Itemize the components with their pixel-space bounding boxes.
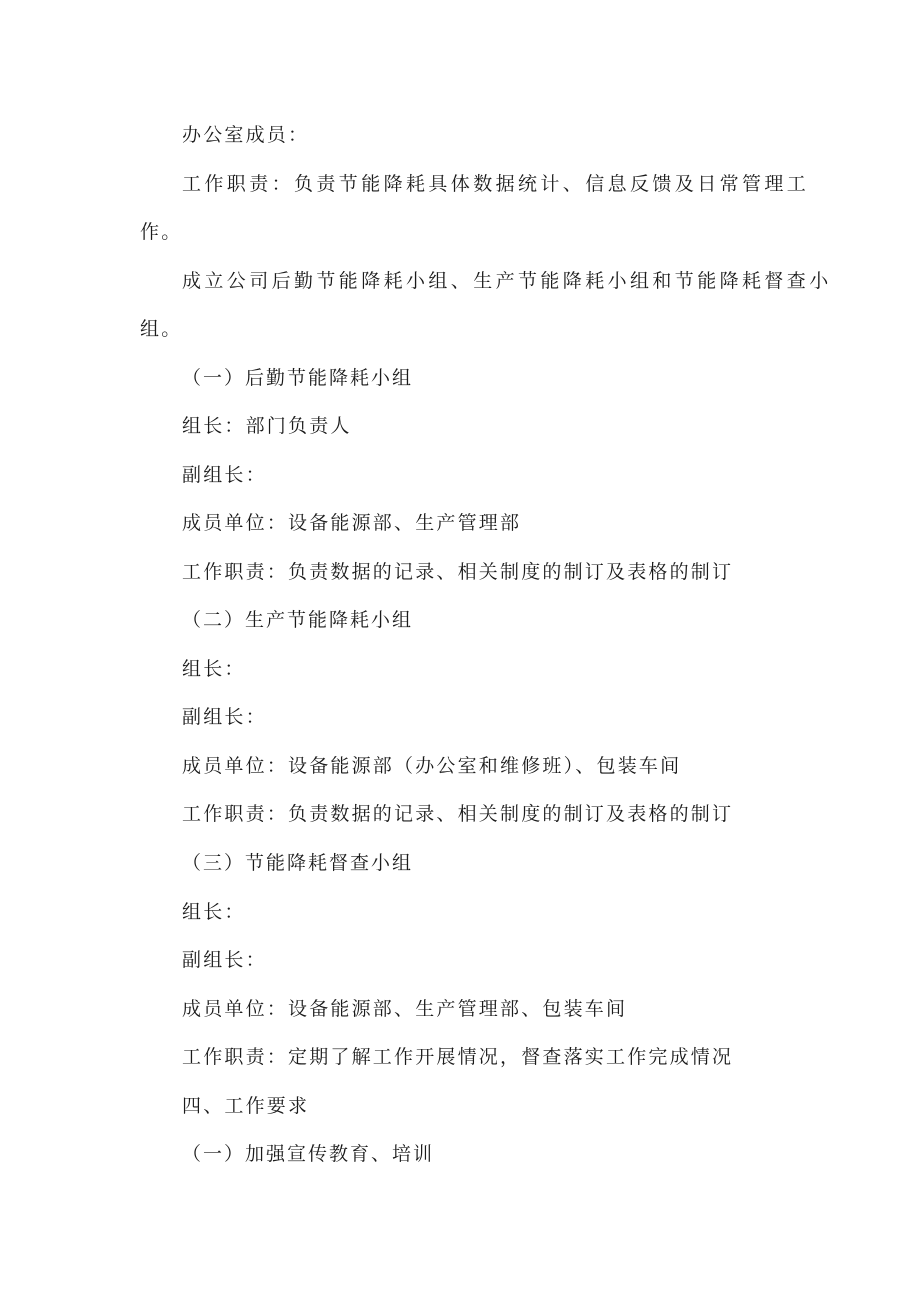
publicity-training-heading: （一）加强宣传教育、培训 [182,1143,435,1165]
section-four-heading: 四、工作要求 [182,1095,310,1117]
production-group-leader: 组长： [182,658,246,680]
inspection-group-leader: 组长： [182,901,246,923]
logistics-group-deputy: 副组长： [182,464,267,486]
inspection-group-members: 成员单位：设备能源部、生产管理部、包装车间 [182,998,628,1020]
groups-intro-continuation: 组。 [140,318,183,340]
logistics-group-leader: 组长：部门负责人 [182,415,352,437]
production-group-heading: （二）生产节能降耗小组 [182,609,414,631]
production-group-members: 成员单位：设备能源部（办公室和维修班）、包装车间 [182,755,682,777]
inspection-group-duties: 工作职责：定期了解工作开展情况，督查落实工作完成情况 [182,1046,734,1068]
logistics-group-members: 成员单位：设备能源部、生产管理部 [182,512,522,534]
office-duties-continuation: 作。 [140,221,183,243]
logistics-group-duties: 工作职责：负责数据的记录、相关制度的制订及表格的制订 [182,561,734,583]
inspection-group-deputy: 副组长： [182,949,267,971]
production-group-deputy: 副组长： [182,706,267,728]
production-group-duties: 工作职责：负责数据的记录、相关制度的制订及表格的制订 [182,803,734,825]
groups-intro-line: 成立公司后勤节能降耗小组、生产节能降耗小组和节能降耗督查小 [182,270,832,292]
logistics-group-heading: （一）后勤节能降耗小组 [182,367,414,389]
inspection-group-heading: （三）节能降耗督查小组 [182,852,414,874]
office-duties-line: 工作职责：负责节能降耗具体数据统计、信息反馈及日常管理工 [182,173,810,195]
office-members-line: 办公室成员： [182,124,310,146]
